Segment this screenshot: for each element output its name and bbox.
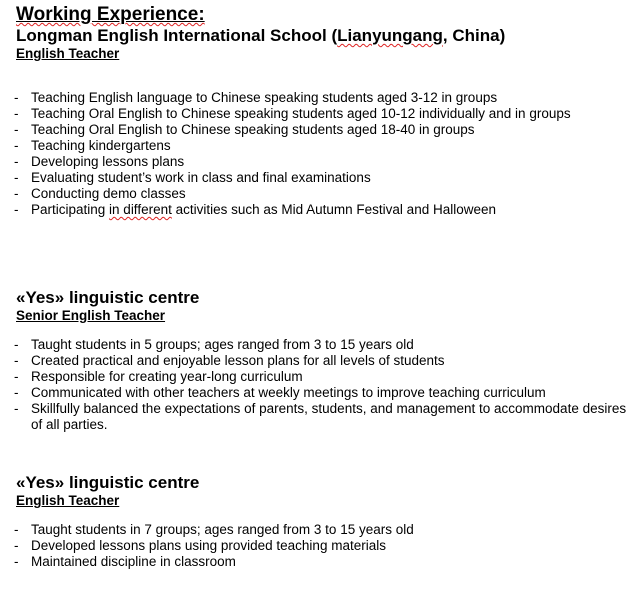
bullet-dash: - [14,122,19,137]
duty-item [16,170,636,186]
duty-text: Created practical and enjoyable lesson plans for all levels of students [31,353,445,368]
experience-entry-yes-teacher [16,473,636,570]
bullet-dash: - [14,202,19,217]
bullet-dash: - [14,106,19,121]
bullet-dash: - [14,170,19,185]
duty-item [16,369,636,385]
bullet-dash: - [14,337,19,352]
experience-entry-longman [16,4,636,218]
bullet-dash: - [14,138,19,153]
duty-text: Developed lessons plans using provided teaching materials [31,538,386,553]
organization-country-part: , China) [442,26,506,45]
duty-text: Taught students in 7 groups; ages ranged from 3 to 15 years old [31,522,414,537]
duty-item [16,186,636,202]
duty-item [16,353,636,369]
job-role: English Teacher [16,493,120,508]
duty-text-end: activities such as Mid Autumn Festival and Halloween [171,202,496,217]
bullet-dash: - [14,401,19,416]
section-heading [16,4,636,26]
organization-title: «Yes» linguistic centre [16,288,200,307]
duty-text: Communicated with other teachers at weekly meetings to improve teaching curriculum [31,385,546,400]
duty-text: Responsible for creating year-long curriculum [31,369,303,384]
bullet-dash: - [14,186,19,201]
duty-item [16,138,636,154]
bullet-dash: - [14,353,19,368]
duty-text: Teaching Oral English to Chinese speaking students aged 18-40 in groups [31,122,475,137]
duty-text-flagged: in different [109,202,172,217]
duty-text: Conducting demo classes [31,186,186,201]
duty-text: Teaching English language to Chinese speaking students aged 3-12 in groups [31,90,498,105]
experience-entry-yes-senior [16,288,636,433]
duty-text: Skillfully balanced the expectations of parents, students, and management to accommodate desires of all parties. [31,401,627,432]
section-heading-text: Working Experience: [16,4,205,25]
organization-name-part: Longman English International School ( [16,26,338,45]
duty-item [16,202,636,218]
duty-text: Taught students in 5 groups; ages ranged from 3 to 15 years old [31,337,414,352]
duty-item [16,154,636,170]
duties-list [16,337,636,433]
bullet-dash: - [14,554,19,569]
duty-item [16,122,636,138]
duty-item [16,401,636,433]
duty-item [16,106,636,122]
duty-item [16,90,636,106]
bullet-dash: - [14,369,19,384]
duty-item [16,554,636,570]
bullet-dash: - [14,385,19,400]
duties-list [16,90,636,218]
duty-text: Developing lessons plans [31,154,185,169]
duty-text: Teaching kindergartens [31,138,171,153]
duty-item [16,538,636,554]
duty-text: Evaluating student’s work in class and final examinations [31,170,371,185]
organization-city: Lianyungang [337,26,443,45]
duties-list [16,522,636,570]
bullet-dash: - [14,90,19,105]
duty-text: Teaching Oral English to Chinese speaking students aged 10-12 individually and in groups [31,106,571,121]
organization-title [16,26,636,46]
duty-text: Maintained discipline in classroom [31,554,236,569]
duty-item [16,385,636,401]
organization-title: «Yes» linguistic centre [16,473,200,492]
bullet-dash: - [14,154,19,169]
job-role: Senior English Teacher [16,308,166,323]
bullet-dash: - [14,538,19,553]
job-role: English Teacher [16,46,120,61]
duty-item [16,522,636,538]
bullet-dash: - [14,522,19,537]
duty-item [16,337,636,353]
duty-text-start: Participating [31,202,110,217]
